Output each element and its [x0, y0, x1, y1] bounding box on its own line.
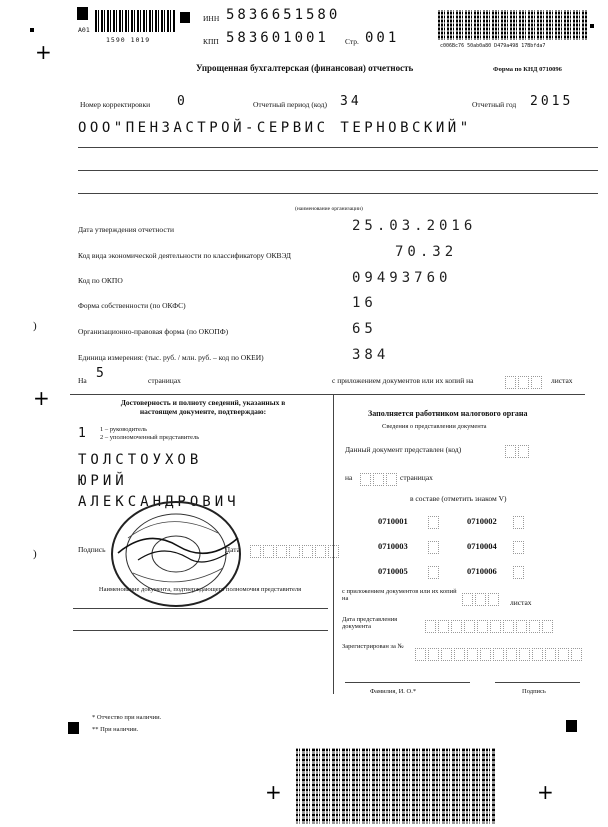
- org-line: [78, 147, 598, 148]
- footnote-1: * Отчество при наличии.: [92, 714, 162, 721]
- signer-option-1: 1 – руководитель: [100, 426, 148, 433]
- margin-mark: ): [33, 320, 37, 332]
- attach-label-right: с приложением документов или их копий на: [342, 588, 457, 602]
- page-value: 001: [365, 30, 400, 46]
- date-label-left: Дата: [225, 545, 240, 554]
- field-value: 384: [352, 347, 390, 363]
- margin-mark: ): [33, 548, 37, 560]
- field-label: Код вида экономической деятельности по классификатору ОКВЭД: [78, 251, 291, 260]
- pages-prefix: На: [78, 376, 87, 385]
- form-code-check[interactable]: [428, 513, 441, 531]
- date-label-right: Дата представления документа: [342, 616, 398, 630]
- signature-label-right: Подпись: [522, 688, 546, 695]
- signer-code: 1: [78, 426, 86, 441]
- small-barcode: [95, 10, 175, 32]
- doc-line: [73, 608, 328, 609]
- footnote-2: ** При наличии.: [92, 726, 139, 733]
- small-code: 1590 1019: [106, 36, 151, 44]
- date-cells-left: [250, 542, 341, 560]
- signer-surname: ТОЛСТОУХОВ: [78, 452, 203, 468]
- section-divider: [70, 394, 585, 395]
- form-code: 0710005: [378, 566, 408, 576]
- field-label: Организационно-правовая форма (по ОКОПФ): [78, 327, 229, 336]
- composition-label: в составе (отметить знаком V): [410, 494, 507, 503]
- barcode-caption: c006Bc76 50ab0a80 D479a498 17Bbfda7: [440, 43, 546, 49]
- date-cells-right: [425, 617, 555, 635]
- field-value: 09493760: [352, 270, 452, 286]
- form-code: 0710004: [467, 541, 497, 551]
- doc-line: [73, 630, 328, 631]
- right-subheading: Сведения о представлении документа: [382, 423, 487, 430]
- pages-label-right: страницах: [400, 473, 433, 482]
- crosshair-mark: +: [537, 780, 554, 804]
- field-label: Форма собственности (по ОКФС): [78, 301, 186, 310]
- field-label: Единица измерения: (тыс. руб. / млн. руб. – код по ОКЕИ): [78, 353, 264, 362]
- fio-line: [345, 682, 470, 683]
- year-label: Отчетный год: [472, 100, 517, 109]
- sheets-label: листах: [510, 598, 532, 607]
- form-code-check[interactable]: [513, 513, 526, 531]
- organization-stamp: [108, 498, 244, 610]
- organization-name: ООО"ПЕНЗАСТРОЙ-СЕРВИС ТЕРНОВСКИЙ": [78, 120, 472, 136]
- registration-square: [30, 28, 34, 32]
- registration-square: [77, 7, 88, 20]
- field-label: Код по ОКПО: [78, 276, 123, 285]
- registration-square: [590, 24, 594, 28]
- signer-name: ЮРИЙ: [78, 473, 128, 489]
- attach-text: с приложением документов или их копий на: [332, 376, 474, 385]
- year-value: 2015: [530, 94, 574, 109]
- signer-option-2: 2 – уполномоченный представитель: [100, 434, 200, 441]
- attach-cells-right: [462, 590, 501, 608]
- fio-label: Фамилия, И. О.*: [370, 688, 417, 695]
- org-line: [78, 170, 598, 171]
- signature-line-right: [495, 682, 580, 683]
- barcode-top-right: [438, 10, 588, 40]
- form-code: 0710001: [378, 516, 408, 526]
- registration-square: [566, 720, 577, 732]
- period-value: 34: [340, 94, 362, 109]
- field-value: 16: [352, 295, 377, 311]
- crosshair-mark: +: [265, 780, 282, 804]
- org-line: [78, 193, 598, 194]
- field-value: 70.32: [395, 244, 458, 260]
- right-heading: Заполняется работником налогового органа: [368, 409, 528, 418]
- signer-patronymic: АЛЕКСАНДРОВИЧ: [78, 494, 240, 510]
- form-code-check[interactable]: [428, 563, 441, 581]
- left-heading: Достоверность и полноту сведений, указанных в настоящем документе, подтверждаю:: [120, 398, 286, 416]
- kpp-label: КПП: [203, 37, 219, 46]
- page-label: Стр.: [345, 37, 359, 46]
- field-label: Дата утверждения отчетности: [78, 225, 174, 234]
- correction-value: 0: [177, 94, 185, 109]
- form-code-check[interactable]: [513, 538, 526, 556]
- registered-cells: [415, 645, 584, 663]
- pages-suffix: страницах: [148, 376, 181, 385]
- barcode-bottom: [296, 748, 496, 824]
- form-code-check[interactable]: [428, 538, 441, 556]
- on-label: на: [345, 473, 353, 482]
- on-cells: [360, 470, 399, 488]
- kpp-value: 583601001: [226, 30, 329, 46]
- registered-label: Зарегистрирован за №: [342, 643, 404, 650]
- form-title: Упрощенная бухгалтерская (финансовая) отчетность: [196, 63, 414, 73]
- doc-label: Наименование документа, подтверждающего полномочия представителя: [98, 586, 302, 593]
- org-caption: (наименование организации): [295, 206, 363, 212]
- pages-value: 5: [96, 366, 104, 381]
- attach-cells: [505, 373, 544, 391]
- form-code: 0710006: [467, 566, 497, 576]
- form-code-check[interactable]: [513, 563, 526, 581]
- presented-label: Данный документ представлен (код): [345, 445, 462, 454]
- field-value: 25.03.2016: [352, 218, 477, 234]
- correction-label: Номер корректировки: [80, 100, 151, 109]
- presented-cells: [505, 442, 531, 460]
- signature-label: Подпись: [78, 545, 106, 554]
- form-code: 0710002: [467, 516, 497, 526]
- period-label: Отчетный период (код): [253, 100, 327, 109]
- crosshair-mark: +: [33, 386, 50, 410]
- form-code: 0710003: [378, 541, 408, 551]
- registration-square: [68, 722, 79, 734]
- knd-code: Форма по КНД 0710096: [493, 66, 562, 73]
- crosshair-mark: +: [35, 40, 52, 64]
- left-mark: A01: [78, 26, 90, 34]
- inn-value: 5836651580: [226, 7, 341, 23]
- inn-label: ИНН: [203, 14, 220, 23]
- field-value: 65: [352, 321, 377, 337]
- attach-suffix: листах: [551, 376, 573, 385]
- registration-square: [180, 12, 190, 23]
